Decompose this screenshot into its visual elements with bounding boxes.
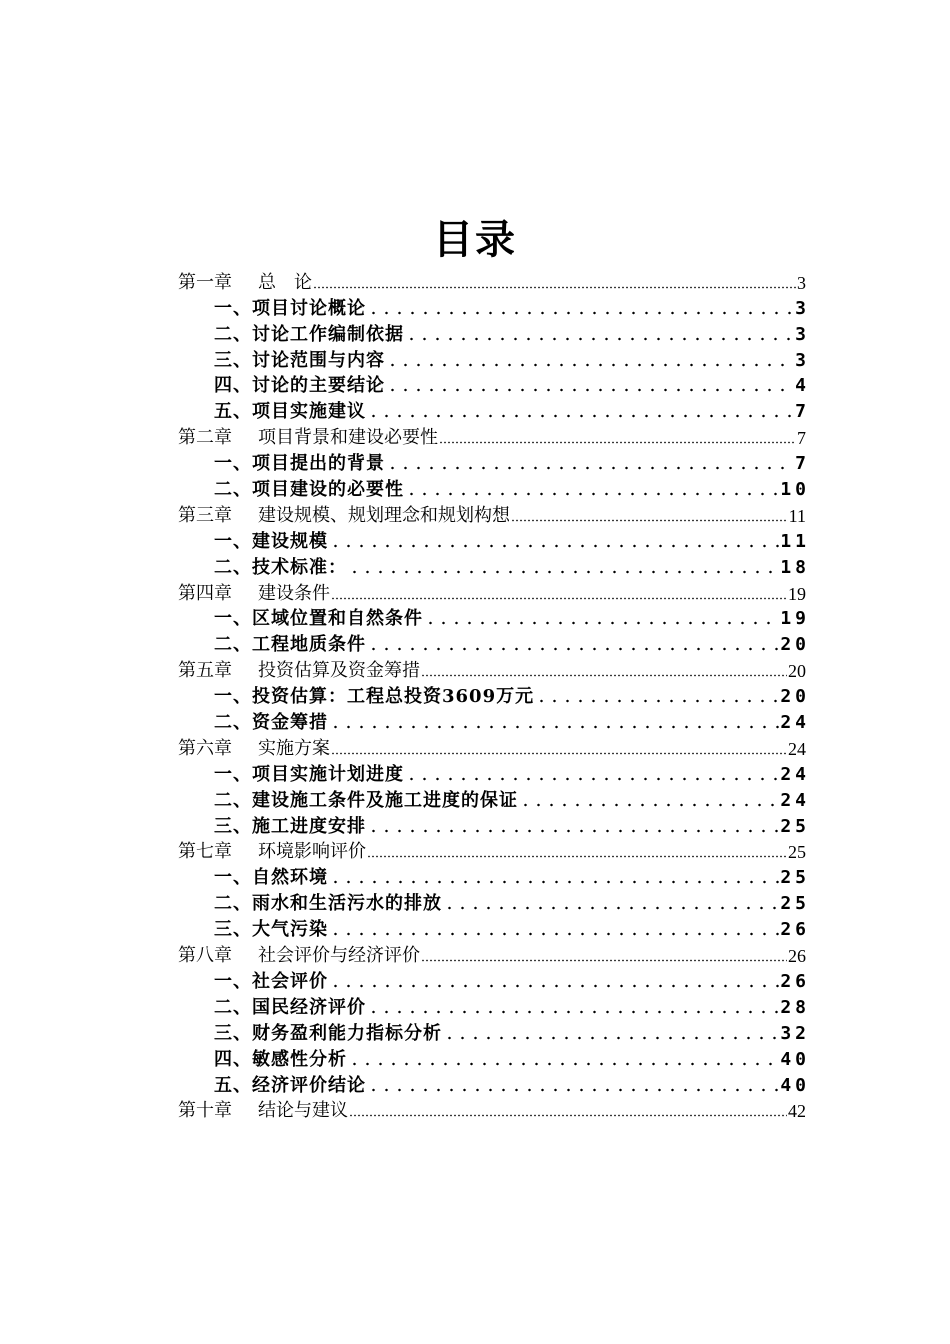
toc-entry-label (178, 945, 420, 967)
chapter-number: 第八章 (178, 945, 232, 967)
dot-leader (443, 906, 779, 910)
toc-entry-label: 二、技术标准： (214, 556, 347, 578)
toc-section-entry[interactable] (178, 605, 810, 631)
toc-entry-label: 一、投资估算：工程总投资3609万元 (214, 686, 535, 708)
dot-leader (329, 932, 779, 936)
table-of-contents (178, 268, 810, 1122)
dot-leader (439, 441, 796, 444)
toc-entry-label: 一、区域位置和自然条件 (214, 608, 423, 630)
toc-section-entry[interactable] (178, 1045, 810, 1071)
toc-section-entry[interactable] (178, 915, 810, 941)
toc-page-number: 24 (780, 789, 810, 811)
chapter-title: 实施方案 (258, 737, 330, 759)
toc-page-number: 40 (780, 1074, 810, 1096)
toc-entry-label: 一、项目提出的背景 (214, 453, 385, 475)
toc-page-number: 25 (788, 842, 806, 863)
toc-page-number: 42 (788, 1101, 806, 1122)
toc-page-number: 11 (780, 530, 810, 552)
toc-page-number: 26 (780, 970, 810, 992)
toc-chapter-entry[interactable] (178, 268, 806, 294)
dot-leader (329, 880, 779, 884)
toc-section-entry[interactable] (178, 397, 810, 423)
toc-chapter-entry[interactable] (178, 838, 806, 864)
toc-section-entry[interactable] (178, 553, 810, 579)
dot-leader (348, 1062, 779, 1066)
toc-entry-label (178, 505, 510, 527)
dot-leader (331, 597, 787, 600)
dot-leader (367, 1088, 779, 1092)
toc-page-number: 25 (780, 893, 810, 915)
dot-leader (386, 363, 794, 367)
toc-page-number: 3 (795, 297, 810, 319)
dot-leader (367, 855, 787, 858)
toc-entry-label: 三、讨论范围与内容 (214, 349, 385, 371)
dot-leader (329, 544, 779, 548)
toc-section-entry[interactable] (178, 863, 810, 889)
toc-page-number: 32 (780, 1022, 810, 1044)
dot-leader (367, 1010, 779, 1014)
toc-entry-label: 四、讨论的主要结论 (214, 375, 385, 397)
toc-entry-label (178, 427, 438, 449)
toc-page-number: 7 (797, 428, 806, 449)
dot-leader (367, 311, 794, 315)
toc-chapter-entry[interactable] (178, 501, 806, 527)
chapter-number: 第五章 (178, 660, 232, 682)
chapter-number: 第十章 (178, 1100, 232, 1122)
dot-leader (535, 699, 779, 703)
toc-page-number: 11 (788, 505, 806, 526)
toc-section-entry[interactable] (178, 1019, 810, 1045)
toc-page-number: 10 (780, 479, 810, 501)
toc-chapter-entry[interactable] (178, 1097, 806, 1123)
toc-entry-label: 一、社会评价 (214, 970, 328, 992)
toc-page-number: 18 (780, 556, 810, 578)
toc-entry-label: 三、大气污染 (214, 919, 328, 941)
dot-leader (511, 519, 788, 522)
toc-chapter-entry[interactable] (178, 423, 806, 449)
toc-page-number: 3 (795, 323, 810, 345)
chapter-number: 第二章 (178, 427, 232, 449)
toc-page-number: 3 (795, 349, 810, 371)
chapter-number: 第一章 (178, 271, 232, 293)
toc-page-number: 24 (780, 712, 810, 734)
toc-page-number: 4 (795, 375, 810, 397)
toc-entry-label: 五、项目实施建议 (214, 401, 366, 423)
toc-page-number: 20 (780, 686, 810, 708)
toc-entry-label: 二、讨论工作编制依据 (214, 323, 404, 345)
toc-chapter-entry[interactable] (178, 941, 806, 967)
toc-section-entry[interactable] (178, 294, 810, 320)
toc-entry-label: 一、自然环境 (214, 867, 328, 889)
toc-entry-label: 一、项目实施计划进度 (214, 763, 404, 785)
toc-page-number: 3 (797, 272, 806, 293)
dot-leader (349, 1114, 787, 1117)
toc-entry-label: 三、施工进度安排 (214, 815, 366, 837)
toc-entry-label: 二、项目建设的必要性 (214, 479, 404, 501)
toc-page-number: 24 (780, 763, 810, 785)
toc-section-entry[interactable] (178, 812, 810, 838)
chapter-number: 第四章 (178, 582, 232, 604)
chapter-title: 总 论 (258, 271, 312, 293)
toc-chapter-entry[interactable] (178, 579, 806, 605)
dot-leader (386, 466, 794, 470)
toc-page-number: 20 (788, 661, 806, 682)
toc-page-number: 7 (795, 453, 810, 475)
dot-leader (367, 829, 779, 833)
chapter-title: 建设规模、规划理念和规划构想 (258, 504, 510, 526)
dot-leader (329, 725, 779, 729)
toc-entry-label: 一、项目讨论概论 (214, 297, 366, 319)
chapter-number: 第六章 (178, 737, 232, 759)
dot-leader (367, 414, 794, 418)
toc-page-number: 19 (780, 608, 810, 630)
toc-entry-label: 二、资金筹措 (214, 712, 328, 734)
toc-page-number: 26 (780, 919, 810, 941)
toc-page-number: 28 (780, 996, 810, 1018)
toc-entry-label (178, 660, 420, 682)
toc-section-entry[interactable] (178, 760, 810, 786)
chapter-title: 结论与建议 (258, 1100, 348, 1122)
toc-section-entry[interactable] (178, 993, 810, 1019)
toc-entry-label: 五、经济评价结论 (214, 1074, 366, 1096)
toc-section-entry[interactable] (178, 889, 810, 915)
toc-section-entry[interactable] (178, 630, 810, 656)
toc-section-entry[interactable] (178, 527, 810, 553)
toc-page-number: 24 (788, 738, 806, 759)
chapter-number: 第三章 (178, 504, 232, 526)
toc-section-entry[interactable] (178, 449, 810, 475)
toc-page-number: 25 (780, 815, 810, 837)
toc-page-number: 40 (780, 1048, 810, 1070)
dot-leader (421, 674, 787, 677)
chapter-title: 投资估算及资金筹措 (258, 660, 420, 682)
dot-leader (405, 337, 794, 341)
dot-leader (331, 752, 787, 755)
dot-leader (329, 984, 779, 988)
toc-page-number: 25 (780, 867, 810, 889)
chapter-number: 第七章 (178, 841, 232, 863)
chapter-title: 建设条件 (258, 582, 330, 604)
chapter-title: 环境影响评价 (258, 841, 366, 863)
toc-entry-label (178, 738, 330, 760)
toc-page-number: 20 (780, 634, 810, 656)
dot-leader (443, 1036, 779, 1040)
toc-entry-label: 三、财务盈利能力指标分析 (214, 1022, 442, 1044)
dot-leader (348, 570, 779, 574)
toc-section-entry[interactable] (178, 320, 810, 346)
toc-section-entry[interactable] (178, 786, 810, 812)
toc-entry-label: 二、工程地质条件 (214, 634, 366, 656)
toc-section-entry[interactable] (178, 475, 810, 501)
dot-leader (313, 286, 796, 289)
dot-leader (519, 803, 779, 807)
dot-leader (386, 388, 794, 392)
toc-page-number: 19 (788, 583, 806, 604)
chapter-title: 社会评价与经济评价 (258, 945, 420, 967)
dot-leader (405, 492, 779, 496)
toc-section-entry[interactable] (178, 372, 810, 398)
dot-leader (421, 959, 787, 962)
toc-entry-label: 二、国民经济评价 (214, 996, 366, 1018)
toc-section-entry[interactable] (178, 346, 810, 372)
chapter-title: 项目背景和建设必要性 (258, 427, 438, 449)
toc-section-entry[interactable] (178, 708, 810, 734)
toc-chapter-entry[interactable] (178, 734, 806, 760)
dot-leader (424, 621, 779, 625)
toc-page-number: 7 (795, 401, 810, 423)
toc-entry-label: 一、建设规模 (214, 530, 328, 552)
dot-leader (367, 647, 779, 651)
toc-entry-label: 二、建设施工条件及施工进度的保证 (214, 789, 518, 811)
toc-chapter-entry[interactable] (178, 656, 806, 682)
toc-entry-label: 二、雨水和生活污水的排放 (214, 893, 442, 915)
toc-page-number: 26 (788, 946, 806, 967)
dot-leader (405, 777, 779, 781)
toc-entry-label: 四、敏感性分析 (214, 1048, 347, 1070)
toc-entry-label (178, 841, 366, 863)
toc-entry-label (178, 272, 312, 294)
page-title: 目录 (433, 217, 517, 263)
toc-section-entry[interactable] (178, 1071, 810, 1097)
toc-section-entry[interactable] (178, 682, 810, 708)
toc-entry-label (178, 583, 330, 605)
toc-section-entry[interactable] (178, 967, 810, 993)
toc-entry-label (178, 1100, 348, 1122)
